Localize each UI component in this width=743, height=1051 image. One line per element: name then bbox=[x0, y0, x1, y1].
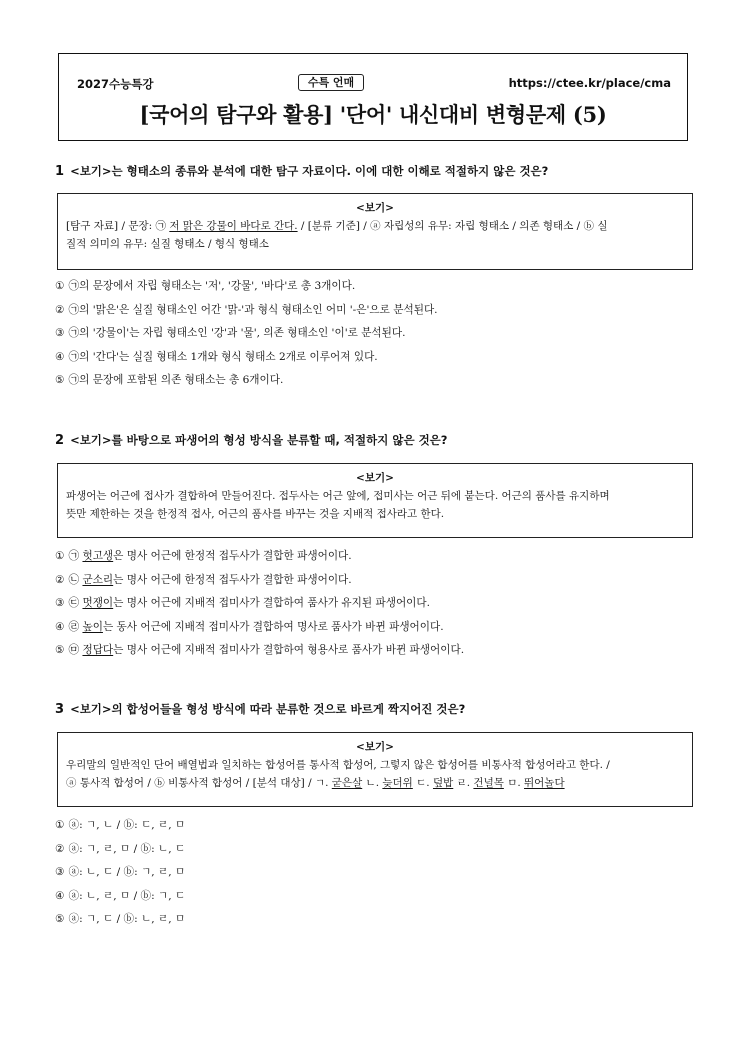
question-text: <보기>를 바탕으로 파생어의 형성 방식을 분류할 때, 적절하지 않은 것은? bbox=[70, 433, 448, 447]
compound-word: 굳은살 bbox=[331, 777, 363, 789]
header-url[interactable]: https://ctee.kr/place/cma bbox=[508, 76, 671, 90]
answer-option[interactable]: ① ㉠의 문장에서 자립 형태소는 '저', '강물', '바다'로 총 3개이다. bbox=[55, 280, 356, 292]
answer-option[interactable]: ③ ㉠의 '강물이'는 자립 형태소인 '강'과 '물', 의존 형태소인 '이'로 분석된다. bbox=[55, 327, 406, 339]
target-word: 헛고생 bbox=[82, 550, 114, 562]
compound-word: 뛰어놀다 bbox=[524, 777, 565, 789]
page-title: [국어의 탐구와 활용] '단어' 내신대비 변형문제 (5) bbox=[139, 102, 607, 127]
compound-word: 덮밥 bbox=[432, 777, 454, 789]
answer-option[interactable]: ③ ㉢ 멋쟁이는 명사 어근에 지배적 접미사가 결합하여 품사가 유지된 파생어이다. bbox=[55, 597, 431, 609]
answer-option[interactable]: ③ ⓐ: ㄴ, ㄷ / ⓑ: ㄱ, ㄹ, ㅁ bbox=[55, 866, 186, 878]
underlined-sentence: 저 맑은 강물이 바다로 간다. bbox=[169, 220, 298, 232]
answer-option[interactable]: ⑤ ⓐ: ㄱ, ㄷ / ⓑ: ㄴ, ㄹ, ㅁ bbox=[55, 913, 186, 925]
header-box bbox=[58, 53, 688, 141]
answer-options bbox=[55, 279, 695, 397]
answer-option[interactable]: ④ ⓐ: ㄴ, ㄹ, ㅁ / ⓑ: ㄱ, ㄷ bbox=[55, 889, 186, 902]
answer-option[interactable]: ② ㉡ 군소리는 명사 어근에 한정적 접두사가 결합한 파생어이다. bbox=[55, 573, 352, 586]
question-1 bbox=[55, 163, 695, 386]
question-stem bbox=[55, 432, 695, 448]
question-text: <보기>의 합성어들을 형성 방식에 따라 분류한 것으로 바르게 짝지어진 것은? bbox=[70, 702, 466, 716]
bogi-title: <보기> bbox=[356, 741, 394, 753]
bogi-box bbox=[57, 193, 693, 270]
bogi-title: <보기> bbox=[356, 472, 394, 484]
bogi-text: 우리말의 일반적인 단어 배열법과 일치하는 합성어를 통사적 합성어, 그렇지 않은 합성어를 비통사적 합성어라고 한다. / ⓐ 통사적 합성어 / ⓑ 비통사적 합성어 / [분석 대상] / ㄱ. 굳은살 ㄴ. 늦더위 ㄷ. 덮밥 ㄹ. 건널목 ㅁ. 뛰어놀다 bbox=[66, 759, 610, 789]
answer-option[interactable]: ② ⓐ: ㄱ, ㄹ, ㅁ / ⓑ: ㄴ, ㄷ bbox=[55, 842, 186, 855]
question-number: 1 bbox=[55, 164, 65, 179]
answer-option[interactable]: ⑤ ㉤ 정답다는 명사 어근에 지배적 접미사가 결합하여 형용사로 품사가 바뀐 파생어이다. bbox=[55, 644, 465, 656]
answer-option[interactable]: ⑤ ㉠의 문장에 포함된 의존 형태소는 총 6개이다. bbox=[55, 374, 284, 386]
question-text: <보기>는 형태소의 종류와 분석에 대한 탐구 자료이다. 이에 대한 이해로 적절하지 않은 것은? bbox=[70, 164, 549, 178]
question-stem bbox=[55, 701, 695, 717]
question-2 bbox=[55, 432, 695, 656]
answer-option[interactable]: ① ㉠ 헛고생은 명사 어근에 한정적 접두사가 결합한 파생어이다. bbox=[55, 550, 352, 562]
question-number: 3 bbox=[55, 702, 65, 717]
bogi-box bbox=[57, 732, 693, 807]
answer-option[interactable]: ② ㉠의 '맑은'은 실질 형태소인 어간 '맑-'과 형식 형태소인 어미 '-은'으로 분석된다. bbox=[55, 303, 438, 316]
target-word: 군소리 bbox=[82, 573, 114, 586]
answer-options bbox=[55, 549, 695, 667]
answer-options bbox=[55, 818, 695, 936]
target-word: 높이 bbox=[82, 620, 103, 633]
answer-option[interactable]: ④ ㉣ 높이는 동사 어근에 지배적 접미사가 결합하여 명사로 품사가 바뀐 파생어이다. bbox=[55, 620, 444, 633]
bogi-text: [탐구 자료] / 문장: ㉠ 저 맑은 강물이 바다로 간다. / [분류 기준] / ⓐ 자립성의 유무: 자립 형태소 / 의존 형태소 / ⓑ 실 질적 의미의 유무: 실질 형태소 / 형식 형태소 bbox=[66, 220, 608, 250]
question-stem bbox=[55, 163, 695, 179]
header-course-label: 2027수능특강 bbox=[77, 77, 154, 91]
question-number: 2 bbox=[55, 433, 65, 448]
question-3 bbox=[55, 701, 695, 925]
compound-word: 건널목 bbox=[473, 777, 504, 789]
bogi-box bbox=[57, 463, 693, 538]
target-word: 정답다 bbox=[82, 644, 114, 656]
bogi-title: <보기> bbox=[356, 202, 394, 214]
header-subject-badge: 수특 언매 bbox=[298, 74, 364, 91]
answer-option[interactable]: ④ ㉠의 '간다'는 실질 형태소 1개와 형식 형태소 2개로 이루어져 있다. bbox=[55, 350, 378, 363]
target-word: 멋쟁이 bbox=[82, 597, 114, 609]
answer-option[interactable]: ① ⓐ: ㄱ, ㄴ / ⓑ: ㄷ, ㄹ, ㅁ bbox=[55, 819, 186, 831]
bogi-text: 파생어는 어근에 접사가 결합하여 만들어진다. 접두사는 어근 앞에, 접미사는 어근 뒤에 붙는다. 어근의 품사를 유지하며 뜻만 제한하는 것을 한정적 접사, 어근의 품사를 바꾸는 것을 지배적 접사라고 한다. bbox=[66, 490, 610, 520]
compound-word: 늦더위 bbox=[382, 777, 413, 789]
